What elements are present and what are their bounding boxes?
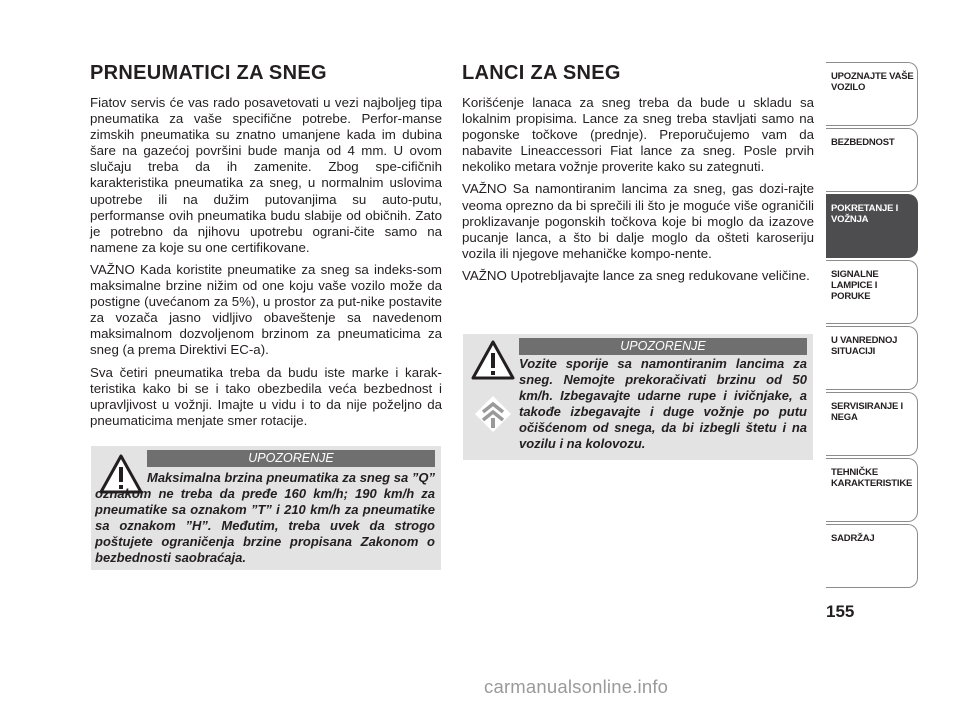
paragraph: Korišćenje lanaca za sneg treba da bude u skladu sa lokalnim propisima. Lance za sneg treba stavljati samo na pogonske točkove (prednje). Preporučujemo vam da nabavite Lineaccessori Fiat lance za sneg. Posle prvih nekoliko metara vožnje proverite kako su zategnuti. [462, 95, 814, 175]
tab-tehnicke-karakteristike[interactable]: TEHNIČKE KARAKTERISTIKE [826, 458, 918, 522]
tab-servisiranje-i-nega[interactable]: SERVISIRANJE I NEGA [826, 392, 918, 456]
warning-box-snow-chains [463, 334, 813, 460]
paragraph: VAŽNO Upotrebljavajte lance za sneg redukovane veličine. [462, 267, 810, 283]
paragraph: VAŽNO Sa namontiranim lancima za sneg, gas dozi-rajte veoma oprezno da bi sprečili ili što je moguće više ograničili proklizavanje pogonskih točkova koje bi moglo da izazove pucanje lanca, a što bi dalje moglo da ošteti karoseriju vozila ili njegove mehaničke kompo-nente. [462, 181, 814, 261]
warning-text: Vozite sporije sa namontiranim lancima za sneg. Nemojte prekoračivati brzinu od 50 km/h. Izbegavajte udarne rupe i ivičnjake, a takođe izbegavajte i duge vožnje po putu očišćenom od snega, da bi izbegli štetu i na vozilu i na kolovozu. [519, 356, 807, 451]
right-column [462, 62, 814, 290]
warning-triangle-icon [471, 340, 515, 380]
section-title-snow-tyres: PRNEUMATICI ZA SNEG [90, 62, 327, 84]
tab-pokretanje-i-voznja[interactable]: POKRETANJE I VOŽNJA [826, 194, 918, 258]
paragraph: Sva četiri pneumatika treba da budu iste marke i karak-teristika kako bi se i tako obezbedila veća bezbednost i upravljivost u vožnji. Imajte u vidu i to da nije poželjno da pneumaticima menjate smer rotacije. [90, 364, 442, 428]
watermark: carmanualsonline.info [484, 676, 669, 697]
left-column [90, 62, 442, 435]
paragraph: VAŽNO Kada koristite pneumatike za sneg sa indeks-som maksimalne brzine nižim od one koju vaše vozilo može da postigne (uvećanom za 5%), u prostor za put-nike postavite za vozača jasno vidljivo obaveštenje sa navedenom maksimalnom dozvoljenom brzinom za pneumaticima za sneg (a prema Direktivi EC-a). [90, 261, 442, 358]
tab-upoznajte-vase-vozilo[interactable]: UPOZNAJTE VAŠE VOZILO [826, 62, 918, 126]
page-number: 155 [826, 602, 855, 621]
warning-header: UPOZORENJE [519, 338, 807, 355]
tab-u-vanrednoj-situaciji[interactable]: U VANREDNOJ SITUACIJI [826, 326, 918, 390]
tab-sadrzaj[interactable]: SADRŽAJ [826, 524, 918, 588]
tab-signalne-lampice[interactable]: SIGNALNE LAMPICE I PORUKE [826, 260, 918, 324]
warning-text: Maksimalna brzina pneumatika za sneg sa ”Q” oznakom ne treba da pređe 160 km/h; 190 km/h za pneumatike sa oznakom ”T” i 210 km/h za pneumatike sa oznakom ”H”. Međutim, treba uvek da strogo poštujete ograničenja brzine propisana Zakonom o bezbednosti saobraćaja. [95, 470, 435, 565]
paragraph: Fiatov servis će vas rado posavetovati u vezi najboljeg tipa pneumatika za vaše specifične potrebe. Perfor-manse zimskih pneumatika su znatno umanjene kada im dubina šare na gazećoj površini bude manja od 4 mm. U ovom slučaju treba da ih zamenite. Zbog spe-cifičnih karakteristika pneumatika za sneg, u normalnim uslovima upotrebe ili na dužim putovanjima su auto-putu, performanse ovih pneumatika budu slabije od običnih. Zato je potrebno da njihovu upotrebu ograni-čite samo na namene za koje su one certifikovane. [90, 95, 442, 255]
warning-box-snow-tyres [91, 446, 441, 570]
tab-bezbednost[interactable]: BEZBEDNOST [826, 128, 918, 192]
section-title-snow-chains: LANCI ZA SNEG [462, 62, 621, 84]
warning-header: UPOZORENJE [147, 450, 435, 467]
road-chevron-icon [473, 394, 513, 434]
